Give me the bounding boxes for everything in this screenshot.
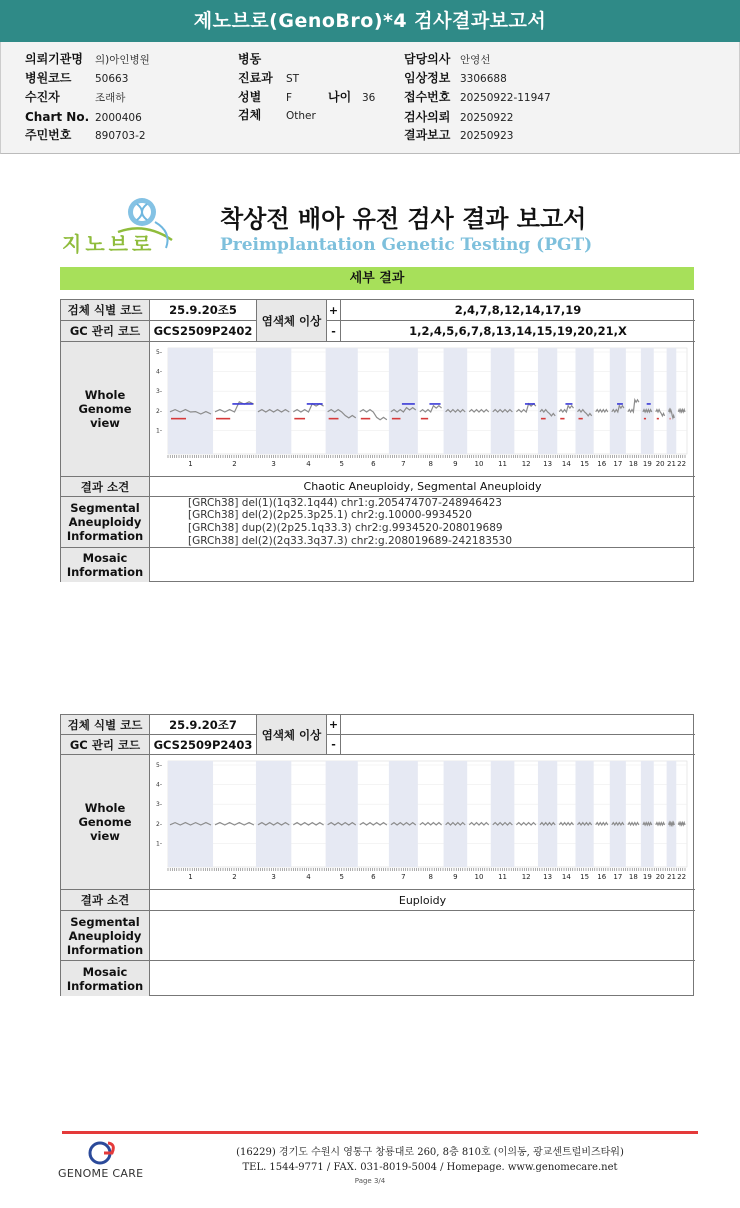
x-tick-label: 22 — [677, 459, 687, 468]
genome-chart-2 — [150, 755, 695, 890]
whole-genome-plot — [150, 342, 695, 477]
label-mosaic: Mosaic Information — [61, 548, 150, 582]
info-value: ST — [286, 73, 300, 85]
x-tick-label: 8 — [428, 459, 433, 468]
loss-chromosomes — [341, 735, 695, 755]
info-request-date — [404, 108, 513, 126]
loss-sign: - — [327, 321, 341, 342]
x-tick-label: 21 — [666, 872, 676, 881]
sample-id-value: 25.9.20조5 — [150, 300, 257, 321]
info-label: 의뢰기관명 — [25, 52, 83, 66]
chromosome-band — [491, 761, 515, 867]
info-value: 2000406 — [95, 112, 142, 124]
chromosome-band — [538, 761, 557, 867]
plot-area — [168, 761, 687, 867]
info-receipt-no — [404, 88, 551, 106]
info-value: 조래하 — [95, 92, 126, 104]
gc-code-value: GCS2509P2402 — [150, 321, 257, 342]
plot-area — [168, 348, 687, 454]
x-tick-label: 16 — [597, 459, 607, 468]
probe-ticks — [168, 868, 685, 871]
detailed-results-bar: 세부 결과 — [60, 267, 694, 290]
genome-chart-1 — [150, 342, 695, 477]
label-chrom-abnormality: 염색체 이상 — [257, 715, 327, 755]
x-tick-label: 10 — [474, 459, 484, 468]
x-tick-label: 14 — [561, 459, 571, 468]
info-label: 임상정보 — [404, 71, 451, 85]
x-tick-label: 15 — [580, 872, 590, 881]
footer-divider — [62, 1131, 698, 1134]
info-label: 검사의뢰 — [404, 110, 451, 124]
page-number: Page 3/4 — [354, 1177, 386, 1185]
report-title-korean: 착상전 배아 유전 검사 결과 보고서 — [220, 205, 587, 233]
x-tick-label: 17 — [613, 459, 623, 468]
x-tick-label: 8 — [428, 872, 433, 881]
x-tick-label: 4 — [306, 872, 311, 881]
info-label: 접수번호 — [404, 90, 451, 104]
chromosome-band — [326, 761, 358, 867]
loss-sign: - — [327, 735, 341, 755]
x-tick-label: 13 — [543, 872, 553, 881]
x-tick-label: 5 — [339, 872, 344, 881]
x-tick-label: 18 — [628, 872, 638, 881]
y-tick-label: 3- — [156, 800, 162, 808]
info-label: 결과보고 — [404, 128, 451, 142]
x-tick-label: 14 — [561, 872, 571, 881]
footer-contact: TEL. 1544-9771 / FAX. 031-8019-5004 / Homepage. www.genomecare.net — [242, 1162, 618, 1173]
mosaic-info — [150, 548, 695, 582]
info-value: 20250922 — [460, 112, 514, 124]
result-finding-value: Euploidy — [150, 890, 695, 911]
gc-code-value: GCS2509P2403 — [150, 735, 257, 755]
loss-chromosomes: 1,2,4,5,6,7,8,13,14,15,19,20,21,X — [341, 321, 695, 342]
label-result-finding: 결과 소견 — [61, 890, 150, 911]
chromosome-band — [641, 761, 654, 867]
label-whole-genome: Whole Genome view — [61, 755, 150, 890]
label-gc-code: GC 관리 코드 — [61, 321, 150, 342]
result-table-1 — [60, 299, 694, 582]
y-tick-label: 5- — [156, 348, 162, 356]
info-value: 3306688 — [460, 73, 507, 85]
chromosome-band — [610, 348, 626, 454]
x-tick-label: 7 — [401, 872, 406, 881]
info-label: 검체 — [238, 108, 262, 122]
info-patient — [25, 88, 125, 106]
info-label: Chart No. — [25, 110, 90, 124]
label-segmental: Segmental Aneuploidy Information — [61, 497, 150, 548]
y-tick-label: 3- — [156, 387, 162, 395]
x-tick-label: 19 — [642, 459, 652, 468]
x-tick-label: 11 — [498, 459, 508, 468]
y-tick-label: 5- — [156, 761, 162, 769]
segmental-line: [GRCh38] del(2)(2p25.3p25.1) chr2:g.10000-9934520 — [188, 509, 472, 522]
x-tick-label: 1 — [188, 459, 193, 468]
info-value: 50663 — [95, 73, 129, 85]
info-value: F — [286, 92, 293, 104]
info-value: 20250922-11947 — [460, 92, 551, 104]
x-tick-label: 3 — [271, 459, 276, 468]
sample-id-value: 25.9.20조7 — [150, 715, 257, 735]
gain-sign: + — [327, 715, 341, 735]
x-tick-label: 12 — [521, 459, 531, 468]
report-title-english: Preimplantation Genetic Testing (PGT) — [220, 235, 593, 255]
chromosome-band — [667, 761, 677, 867]
y-tick-label: 1- — [156, 839, 162, 847]
info-chart-no — [25, 108, 142, 126]
x-tick-label: 9 — [453, 459, 458, 468]
x-tick-label: 20 — [655, 459, 665, 468]
whole-genome-plot — [150, 755, 695, 890]
info-value: 안영선 — [460, 54, 491, 66]
x-tick-label: 18 — [628, 459, 638, 468]
patient-info-panel — [0, 42, 740, 154]
chromosome-band — [575, 761, 593, 867]
x-tick-label: 11 — [498, 872, 508, 881]
chromosome-band — [641, 348, 654, 454]
report-header-title: 제노브로(GenoBro)*4 검사결과보고서 — [0, 0, 740, 42]
chromosome-band — [444, 761, 468, 867]
info-label: 병동 — [238, 52, 262, 66]
info-label: 병원코드 — [25, 71, 72, 85]
genome-care-logo-icon — [60, 1140, 152, 1168]
mosaic-info — [150, 961, 695, 996]
chromosome-band — [168, 761, 213, 867]
x-tick-label: 16 — [597, 872, 607, 881]
x-tick-label: 2 — [232, 459, 237, 468]
chromosome-band — [538, 348, 557, 454]
info-sex — [238, 88, 375, 106]
x-tick-label: 13 — [543, 459, 553, 468]
y-tick-label: 1- — [156, 426, 162, 434]
info-institution — [25, 50, 150, 68]
x-tick-label: 5 — [339, 459, 344, 468]
x-tick-label: 19 — [642, 872, 652, 881]
info-label: 성별 — [238, 90, 262, 104]
footer-address: (16229) 경기도 수원시 영통구 창룡대로 260, 8층 810호 (이의동, 광교센트럴비즈타워) — [236, 1147, 624, 1158]
info-doctor — [404, 50, 490, 68]
info-department — [238, 69, 299, 87]
x-tick-label: 17 — [613, 872, 623, 881]
info-hospital-code — [25, 69, 128, 87]
label-result-finding: 결과 소견 — [61, 477, 150, 497]
x-tick-label: 10 — [474, 872, 484, 881]
chromosome-band — [326, 348, 358, 454]
chromosome-band — [256, 761, 291, 867]
chromosome-band — [610, 761, 626, 867]
genome-care-text: GENOME CARE — [58, 1167, 144, 1180]
info-label: 진료과 — [238, 71, 273, 85]
x-tick-label: 6 — [371, 459, 376, 468]
chromosome-band — [256, 348, 291, 454]
chromosome-band — [389, 761, 418, 867]
info-report-date — [404, 126, 513, 144]
info-label: 나이 — [328, 90, 352, 104]
chromosome-band — [575, 348, 593, 454]
chromosome-band — [491, 348, 515, 454]
info-label: 수진자 — [25, 90, 60, 104]
segmental-line: [GRCh38] del(1)(1q32.1q44) chr1:g.205474707-248946423 — [188, 496, 502, 509]
info-resident-no — [25, 126, 146, 144]
label-whole-genome: Whole Genome view — [61, 342, 150, 477]
probe-ticks — [168, 455, 685, 458]
info-value: 20250923 — [460, 130, 514, 142]
x-tick-label: 22 — [677, 872, 687, 881]
x-tick-label: 1 — [188, 872, 193, 881]
result-table-2 — [60, 714, 694, 996]
segmental-line: [GRCh38] del(2)(2q33.3q37.3) chr2:g.208019689-242183530 — [188, 534, 513, 547]
x-tick-label: 9 — [453, 872, 458, 881]
x-tick-label: 15 — [580, 459, 590, 468]
x-tick-label: 3 — [271, 872, 276, 881]
info-value: Other — [286, 110, 316, 122]
result-finding-value: Chaotic Aneuploidy, Segmental Aneuploidy — [150, 477, 695, 497]
label-sample-id: 검체 식별 코드 — [61, 715, 150, 735]
x-tick-label: 6 — [371, 872, 376, 881]
label-sample-id: 검체 식별 코드 — [61, 300, 150, 321]
segmental-info — [150, 497, 695, 548]
x-tick-label: 7 — [401, 459, 406, 468]
info-value: 890703-2 — [95, 130, 146, 142]
label-gc-code: GC 관리 코드 — [61, 735, 150, 755]
chromosome-band — [389, 348, 418, 454]
segmental-line: [GRCh38] dup(2)(2p25.1q33.3) chr2:g.9934520-208019689 — [188, 522, 503, 534]
info-label: 주민번호 — [25, 128, 72, 142]
x-tick-label: 21 — [666, 459, 676, 468]
gain-chromosomes — [341, 715, 695, 735]
y-tick-label: 2- — [156, 407, 162, 415]
x-tick-label: 12 — [521, 872, 531, 881]
info-value: 36 — [362, 92, 376, 104]
chromosome-band — [168, 348, 213, 454]
chromosome-band — [444, 348, 468, 454]
label-segmental: Segmental Aneuploidy Information — [61, 911, 150, 961]
y-tick-label: 4- — [156, 781, 162, 789]
x-tick-label: 20 — [655, 872, 665, 881]
gain-sign: + — [327, 300, 341, 321]
x-tick-label: 2 — [232, 872, 237, 881]
logo-text: 지노브로 — [62, 232, 156, 256]
y-tick-label: 2- — [156, 820, 162, 828]
info-clinical — [404, 69, 507, 87]
label-mosaic: Mosaic Information — [61, 961, 150, 996]
segmental-info — [150, 911, 695, 961]
info-value: 의)아인병원 — [95, 54, 150, 66]
info-specimen — [238, 106, 316, 124]
footer-address-block — [180, 1145, 680, 1175]
info-label: 담당의사 — [404, 52, 451, 66]
gain-chromosomes: 2,4,7,8,12,14,17,19 — [341, 300, 695, 321]
info-ward — [238, 50, 286, 68]
y-tick-label: 4- — [156, 368, 162, 376]
x-tick-label: 4 — [306, 459, 311, 468]
label-chrom-abnormality: 염색체 이상 — [257, 300, 327, 342]
chromosome-band — [667, 348, 677, 454]
